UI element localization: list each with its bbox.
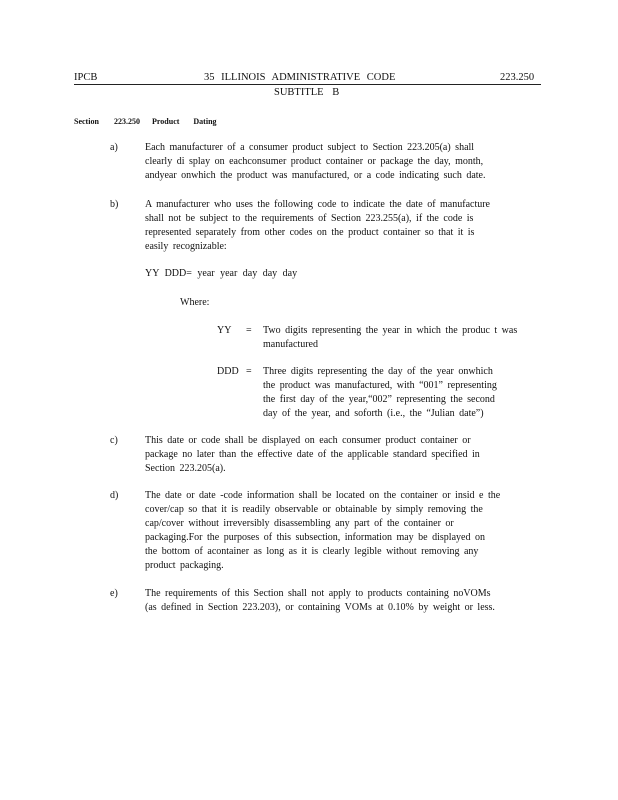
definition-line: Two digits representing the year in which the produc t was — [263, 325, 518, 336]
paragraph-c-line: Section 223.205(a). — [145, 463, 226, 475]
paragraph-a-line: clearly di splay on eachconsumer product container or package the day, month, — [145, 156, 484, 168]
definition-line: the first day of the year,“002” representing the second — [263, 394, 495, 406]
where-label: Where: — [180, 297, 210, 308]
paragraph-a-line: andyear onwhich the product was manufactured, or a code indicating such date. — [145, 170, 486, 182]
definition-line: Three digits representing the day of the year onwhich — [263, 366, 493, 377]
paragraph-c-label: c) — [110, 435, 118, 446]
paragraph-d-line: packaging.For the purposes of this subsection, information may be displayed on — [145, 532, 485, 544]
paragraph-c-line: package no later than the effective date of the applicable standard specified in — [145, 449, 480, 461]
section-word: Section — [74, 117, 99, 126]
header-rule — [74, 84, 541, 85]
paragraph-e-line: (as defined in Section 223.203), or containing VOMs at 0.10% by weight or less. — [145, 602, 495, 614]
paragraph-b-line: shall not be subject to the requirements of Section 223.255(a), if the code is — [145, 213, 474, 225]
section-title: Product Dating — [152, 117, 217, 126]
paragraph-d-line: cover/cap so that it is readily observable or obtainable by simply removing the — [145, 504, 483, 516]
code-format-line: YY DDD= year year day day day — [145, 268, 298, 279]
header-code-title: 35 ILLINOIS ADMINISTRATIVE CODE — [204, 72, 396, 83]
definition-yy-text — [263, 324, 517, 352]
paragraph-d — [145, 489, 535, 574]
paragraph-a-label: a) — [110, 142, 118, 153]
definition-term-ddd: DDD — [217, 366, 239, 377]
paragraph-b-line: easily recognizable: — [145, 241, 227, 253]
paragraph-b-line: A manufacturer who uses the following code to indicate the date of manufacture — [145, 199, 490, 210]
paragraph-b-label: b) — [110, 199, 119, 210]
header-section-number: 223.250 — [500, 72, 535, 83]
section-number: 223.250 — [114, 117, 140, 126]
paragraph-e — [145, 587, 535, 615]
paragraph-d-line: product packaging. — [145, 560, 224, 572]
definition-line: manufactured — [263, 339, 318, 351]
paragraph-c-line: This date or code shall be displayed on each consumer product container or — [145, 435, 471, 446]
paragraph-c — [145, 434, 535, 476]
definition-line: the product was manufactured, with “001” representing — [263, 380, 497, 392]
paragraph-d-line: the bottom of acontainer as long as it is clearly legible without removing any — [145, 546, 479, 558]
definition-line: day of the year, and soforth (i.e., the “Julian date”) — [263, 408, 484, 420]
paragraph-b-line: represented separately from other codes on the product container so that it is — [145, 227, 475, 239]
paragraph-a-line: Each manufacturer of a consumer product subject to Section 223.205(a) shall — [145, 142, 475, 153]
definition-equals: = — [246, 366, 252, 377]
paragraph-e-label: e) — [110, 588, 118, 599]
header-subtitle: SUBTITLE B — [274, 87, 340, 98]
paragraph-d-line: The date or date -code information shall be located on the container or insid e the — [145, 490, 501, 501]
paragraph-d-line: cap/cover without irreversibly disassembling any part of the container or — [145, 518, 454, 530]
definition-ddd-text — [263, 365, 497, 421]
definition-term-yy: YY — [217, 325, 232, 336]
paragraph-b — [145, 198, 535, 254]
paragraph-d-label: d) — [110, 490, 119, 501]
header-agency: IPCB — [74, 72, 98, 83]
definition-equals: = — [246, 325, 252, 336]
paragraph-a — [145, 141, 535, 183]
paragraph-e-line: The requirements of this Section shall not apply to products containing noVOMs — [145, 588, 491, 599]
